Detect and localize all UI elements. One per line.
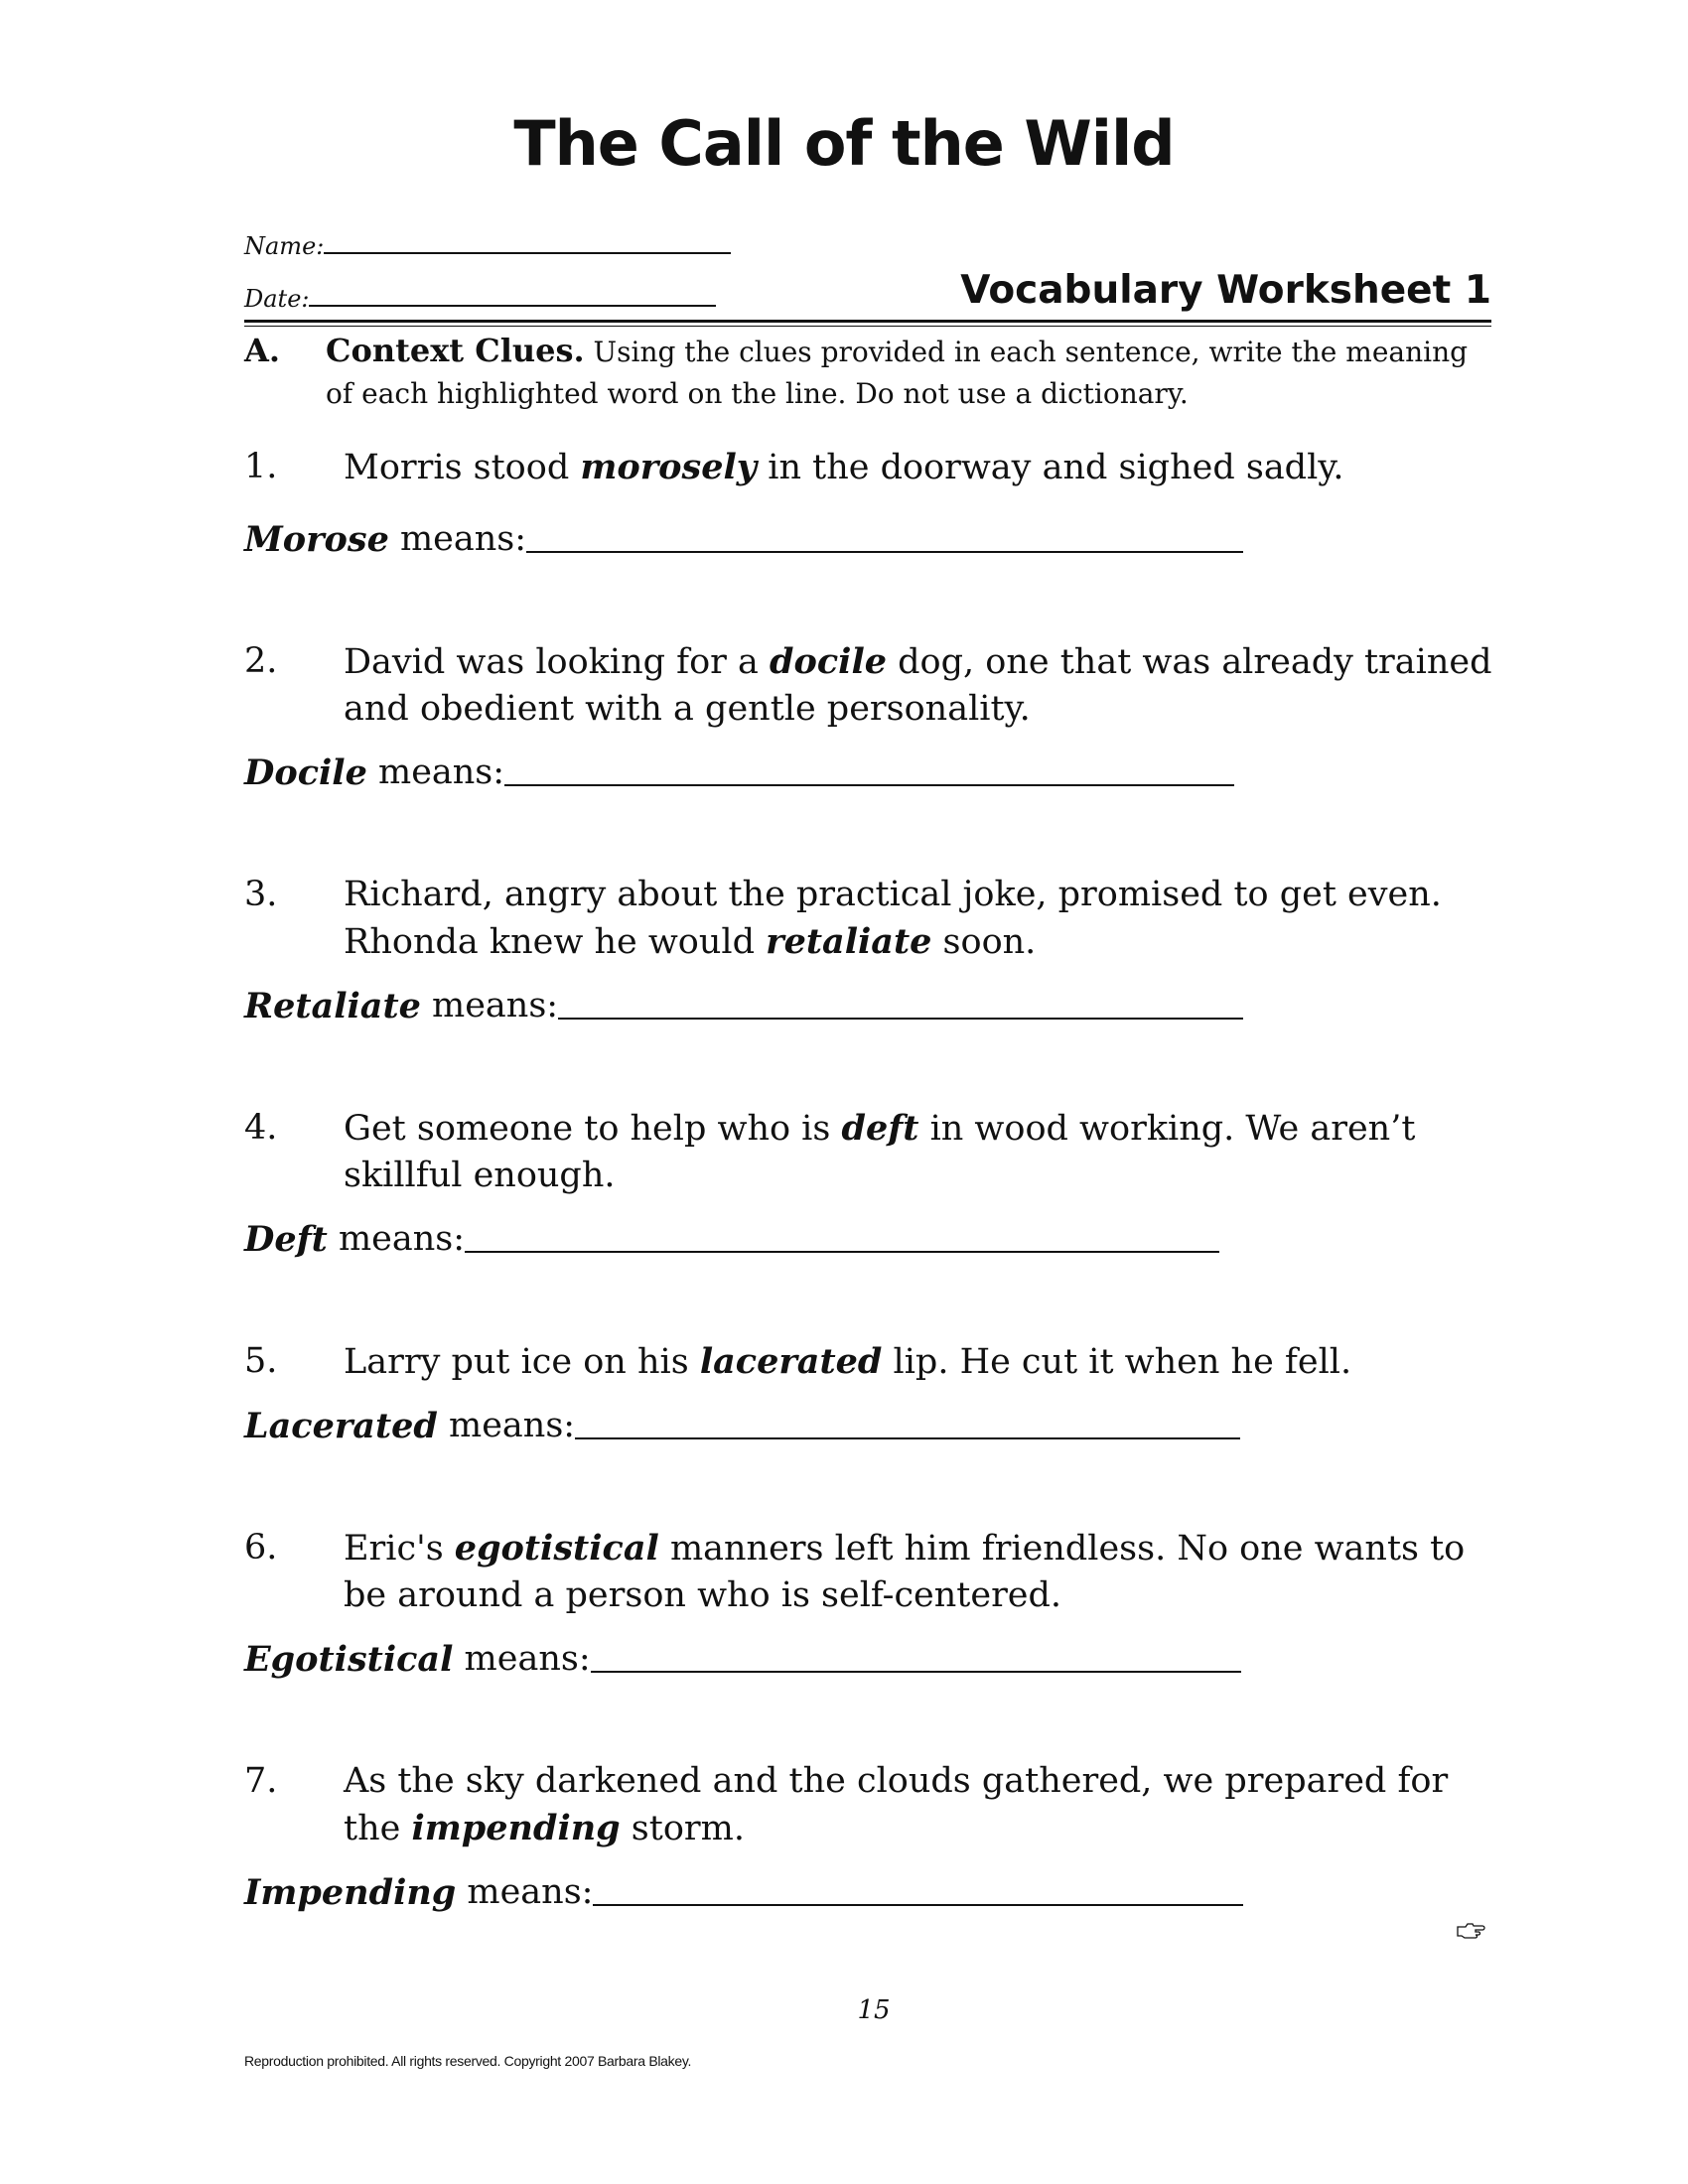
name-line	[324, 230, 731, 254]
section-body	[326, 330, 1495, 415]
page-title: The Call of the Wild	[513, 107, 1175, 180]
date-label: Date:	[244, 285, 310, 313]
question-number: 7.	[244, 1761, 278, 1801]
question-number: 6.	[244, 1528, 278, 1568]
vocab-word: morosely	[580, 447, 758, 487]
answer-word: Deft	[244, 1219, 328, 1260]
answer-word: Lacerated	[244, 1406, 438, 1446]
sentence-part: manners left him friendless. No one wants to be around a person who is self-centered.	[344, 1529, 1466, 1615]
means-label: means:	[327, 1219, 466, 1259]
question-1	[244, 444, 1505, 491]
sentence-part: Eric's	[344, 1529, 455, 1569]
pointing-hand-icon	[1456, 1921, 1485, 1941]
answer-word: Morose	[244, 519, 389, 560]
means-label: means:	[366, 752, 505, 792]
question-number: 4.	[244, 1108, 278, 1148]
sentence-part: David was looking for a	[344, 642, 771, 682]
vocab-word: retaliate	[766, 921, 932, 962]
section-instructions: Using the clues provided in each sentence, write the meaning of each highlighted word on the line. Do not use a dictionary.	[326, 336, 1469, 410]
sentence-part: dog, one that was already trained and obedient with a gentle personality.	[344, 642, 1492, 729]
question-5	[244, 1338, 1505, 1386]
question-sentence	[344, 1758, 1505, 1852]
means-label: means:	[456, 1872, 594, 1912]
section-letter: A.	[244, 332, 280, 369]
question-4	[244, 1105, 1505, 1199]
header-rule-thick	[244, 320, 1491, 323]
question-number: 2.	[244, 641, 278, 681]
answer-line[interactable]	[591, 1671, 1241, 1673]
answer-6	[244, 1636, 1241, 1683]
answer-word: Impending	[244, 1872, 457, 1913]
name-label: Name:	[244, 232, 325, 260]
sentence-part: Morris stood	[344, 448, 581, 487]
answer-2	[244, 750, 1234, 796]
section-heading: Context Clues.	[326, 332, 585, 369]
answer-line[interactable]	[558, 1018, 1243, 1020]
name-field	[244, 230, 731, 260]
question-sentence	[344, 872, 1505, 966]
sentence-part: Larry put ice on his	[344, 1342, 700, 1382]
answer-line[interactable]	[593, 1904, 1243, 1906]
vocab-word: egotistical	[454, 1528, 659, 1569]
question-sentence	[344, 444, 1505, 491]
answer-line[interactable]	[504, 784, 1234, 786]
question-number: 1.	[244, 447, 278, 486]
vocab-word: deft	[841, 1108, 919, 1149]
question-6	[244, 1525, 1505, 1619]
means-label: means:	[453, 1639, 591, 1679]
question-3	[244, 872, 1505, 966]
sentence-part: storm.	[620, 1809, 745, 1848]
sentence-part: soon.	[931, 922, 1037, 962]
question-number: 3.	[244, 875, 278, 914]
question-7	[244, 1758, 1505, 1852]
answer-3	[244, 983, 1243, 1029]
answer-line[interactable]	[465, 1251, 1219, 1253]
vocab-word: lacerated	[699, 1341, 883, 1382]
question-sentence	[344, 1105, 1505, 1199]
header-rule-thin	[244, 326, 1491, 327]
question-2	[244, 638, 1505, 733]
copyright-footer: Reproduction prohibited. All rights reserved. Copyright 2007 Barbara Blakey.	[244, 2053, 692, 2069]
answer-word: Docile	[244, 752, 367, 793]
answer-7	[244, 1869, 1243, 1916]
question-sentence	[344, 1525, 1505, 1619]
question-sentence	[344, 1338, 1505, 1386]
sentence-part: Richard, angry about the practical joke, promised to get even. Rhonda knew he would	[344, 875, 1442, 962]
answer-5	[244, 1403, 1240, 1449]
question-number: 5.	[244, 1341, 278, 1381]
answer-word: Egotistical	[244, 1639, 454, 1680]
sentence-part: Get someone to help who is	[344, 1109, 842, 1149]
means-label: means:	[420, 986, 559, 1025]
sentence-part: in wood working. We aren’t skillful enough.	[344, 1109, 1416, 1195]
means-label: means:	[388, 519, 527, 559]
section-a	[244, 330, 1495, 415]
means-label: means:	[437, 1406, 576, 1445]
date-field	[244, 283, 716, 313]
date-line	[309, 283, 716, 307]
answer-4	[244, 1216, 1219, 1263]
page-number: 15	[857, 1995, 891, 2025]
answer-1	[244, 516, 1243, 563]
answer-line[interactable]	[526, 551, 1243, 553]
sentence-part: in the doorway and sighed sadly.	[757, 448, 1344, 487]
question-sentence	[344, 638, 1505, 733]
answer-word: Retaliate	[244, 986, 421, 1026]
worksheet-title: Vocabulary Worksheet 1	[960, 268, 1491, 313]
vocab-word: impending	[411, 1808, 621, 1848]
vocab-word: docile	[770, 641, 888, 682]
answer-line[interactable]	[575, 1437, 1240, 1439]
sentence-part: As the sky darkened and the clouds gathered, we prepared for the	[344, 1761, 1449, 1848]
sentence-part: lip. He cut it when he fell.	[882, 1342, 1352, 1382]
